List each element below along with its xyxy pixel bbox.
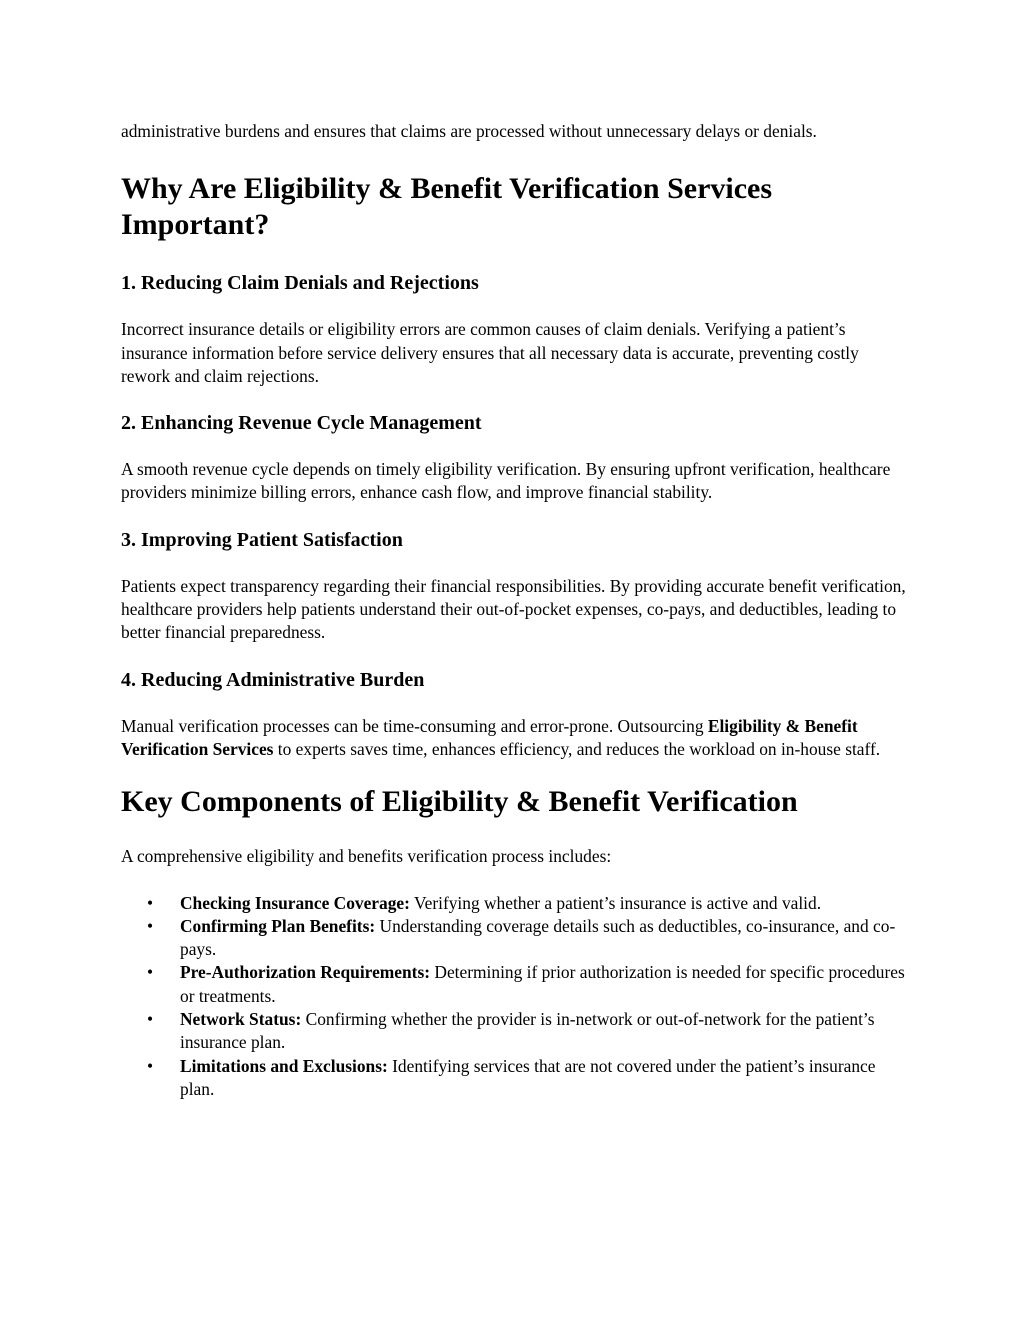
- list-item-label: Confirming Plan Benefits:: [180, 915, 376, 936]
- list-item-text: Verifying whether a patient’s insurance is active and valid.: [409, 892, 822, 913]
- list-item-label: Limitations and Exclusions:: [180, 1055, 388, 1076]
- bullet-icon: •: [147, 1055, 154, 1076]
- list-item: [121, 1008, 911, 1055]
- section-4-body-start: Manual verification processes can be time-consuming and error-prone. Outsourcing: [121, 715, 708, 736]
- bullet-icon: •: [147, 962, 154, 983]
- bullet-icon: •: [147, 1009, 154, 1030]
- list-item-text: Confirming whether the provider is in-network or out-of-network for the patient’s insurance plan.: [180, 1009, 875, 1053]
- list-item-text: Determining if prior authorization is needed for specific procedures or treatments.: [180, 962, 905, 1006]
- bullet-icon: •: [147, 915, 154, 936]
- components-lead: A comprehensive eligibility and benefits verification process includes:: [121, 846, 612, 867]
- list-item: [121, 1055, 911, 1102]
- section-3-body: Patients expect transparency regarding their financial responsibilities. By providing accurate benefit verification, healthcare providers help patients understand their out-of-pocket expenses, co-pays, and deductibles, leading to better financial preparedness.: [121, 575, 906, 643]
- section-4-title: 4. Reducing Administrative Burden: [121, 668, 425, 691]
- list-item-label: Pre-Authorization Requirements:: [180, 962, 431, 983]
- list-item-label: Network Status:: [180, 1009, 302, 1030]
- list-item-text: Identifying services that are not covered under the patient’s insurance plan.: [180, 1055, 876, 1099]
- heading-why-important: Why Are Eligibility & Benefit Verification Services Important?: [121, 172, 773, 242]
- heading-key-components: Key Components of Eligibility & Benefit Verification: [121, 785, 798, 819]
- document-page: [121, 120, 911, 1101]
- section-2-body: A smooth revenue cycle depends on timely eligibility verification. By ensuring upfront verification, healthcare providers minimize billing errors, enhance cash flow, and improve financial stability.: [121, 459, 891, 503]
- list-item-text: Understanding coverage details such as deductibles, co-insurance, and co-pays.: [180, 915, 896, 960]
- section-4-body: [121, 715, 911, 762]
- list-item: [121, 961, 911, 1008]
- section-3-title: 3. Improving Patient Satisfaction: [121, 528, 403, 551]
- intro-paragraph: administrative burdens and ensures that claims are processed without unnecessary delays or denials.: [121, 121, 817, 141]
- section-1-title: 1. Reducing Claim Denials and Rejections: [121, 272, 479, 295]
- components-list: [121, 892, 911, 1102]
- section-1-body: Incorrect insurance details or eligibility errors are common causes of claim denials. Verifying a patient’s insurance information before service delivery ensures that all necessary data is accurate, preventing costly rework and claim rejections.: [121, 319, 859, 386]
- section-4-body-bold: Eligibility & Benefit Verification Services: [121, 715, 858, 759]
- section-2-title: 2. Enhancing Revenue Cycle Management: [121, 412, 482, 435]
- section-4-body-end: to experts saves time, enhances efficiency, and reduces the workload on in-house staff.: [273, 738, 881, 759]
- list-item: [121, 892, 911, 915]
- bullet-icon: •: [147, 892, 154, 913]
- list-item-label: Checking Insurance Coverage:: [180, 892, 410, 913]
- list-item: [121, 915, 911, 962]
